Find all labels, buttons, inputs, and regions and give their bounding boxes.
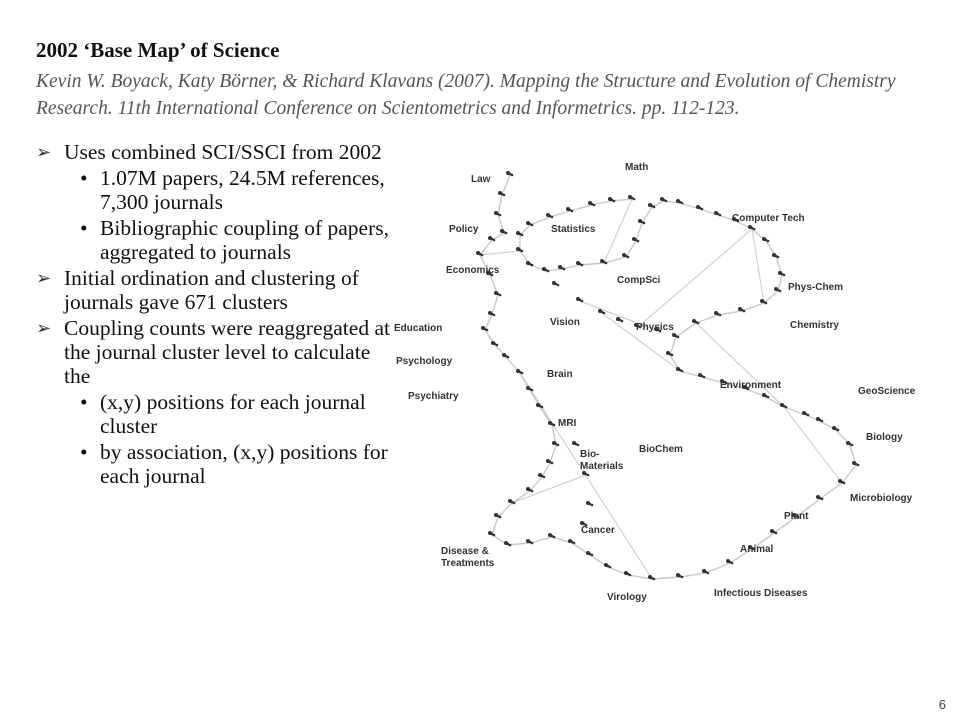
bullet-item (36, 166, 392, 214)
label-disease-2: Treatments (441, 558, 495, 569)
map-node (681, 576, 684, 579)
map-node (731, 562, 734, 565)
dot-bullet-icon: • (80, 216, 88, 240)
map-node (509, 544, 512, 547)
map-node (697, 322, 700, 325)
map-link (512, 475, 586, 503)
map-node (605, 262, 608, 265)
map-node (783, 274, 786, 277)
bullet-list (36, 140, 392, 490)
map-node (587, 474, 590, 477)
map-node (643, 222, 646, 225)
map-node (553, 424, 556, 427)
map-node (499, 214, 502, 217)
map-node (499, 294, 502, 297)
map-node (557, 284, 560, 287)
bullet-item (36, 440, 392, 488)
map-node (613, 200, 616, 203)
map-node (543, 476, 546, 479)
arrow-bullet-icon: ➢ (36, 318, 52, 339)
map-node (486, 329, 489, 332)
map-node (481, 254, 484, 257)
label-microbiology: Microbiology (850, 493, 913, 504)
map-node (581, 264, 584, 267)
label-biochem: BioChem (639, 444, 683, 455)
map-node (499, 516, 502, 519)
map-node (703, 376, 706, 379)
map-node (541, 406, 544, 409)
label-law: Law (471, 174, 491, 185)
map-node (767, 240, 770, 243)
label-mri: MRI (558, 418, 577, 429)
bullet-item (36, 266, 392, 314)
map-node (593, 204, 596, 207)
label-virology: Virology (607, 592, 647, 603)
map-node (551, 462, 554, 465)
map-labels (394, 162, 916, 603)
arrow-bullet-icon: ➢ (36, 142, 52, 163)
label-psychology: Psychology (396, 356, 453, 367)
map-node (563, 268, 566, 271)
slide-title: 2002 ‘Base Map’ of Science (36, 38, 280, 62)
label-infectious-diseases: Infectious Diseases (714, 588, 808, 599)
bullet-text: Initial ordination and clustering of journals gave 671 clusters (64, 266, 359, 314)
map-node (521, 234, 524, 237)
label-brain: Brain (547, 369, 573, 380)
map-node (665, 200, 668, 203)
label-biology: Biology (866, 432, 903, 443)
citation: Kevin W. Boyack, Katy Börner, & Richard Klavans (2007). Mapping the Structure and Evolution of Chemistry Research. 11th International Conference on Scientometrics and Informetrics. pp. 112-123. (36, 71, 896, 119)
map-node (843, 482, 846, 485)
bullet-text: Coupling counts were reaggregated at the journal cluster level to calculate the (64, 316, 390, 388)
map-node (609, 566, 612, 569)
map-node (571, 210, 574, 213)
map-node (743, 310, 746, 313)
map-node (807, 414, 810, 417)
label-chemistry: Chemistry (790, 320, 839, 331)
map-node (629, 574, 632, 577)
map-node (681, 202, 684, 205)
bullet-text: 1.07M papers, 24.5M references, 7,300 journals (100, 166, 385, 214)
map-node (531, 264, 534, 267)
map-node (677, 336, 680, 339)
label-animal: Animal (740, 544, 774, 555)
dot-bullet-icon: • (80, 440, 88, 464)
map-node (633, 198, 636, 201)
bullet-text: Uses combined SCI/SSCI from 2002 (64, 140, 382, 164)
map-node (511, 174, 514, 177)
label-physics: Physics (636, 322, 674, 333)
map-node (531, 224, 534, 227)
map-node (681, 370, 684, 373)
label-vision: Vision (550, 317, 580, 328)
map-node (493, 239, 496, 242)
map-node (767, 396, 770, 399)
map-node (551, 216, 554, 219)
label-policy: Policy (449, 224, 479, 235)
map-node (785, 406, 788, 409)
map-node (493, 534, 496, 537)
map-node (577, 444, 580, 447)
bullet-item (36, 140, 392, 164)
bullet-text: (x,y) positions for each journal cluster (100, 390, 366, 438)
map-node (653, 578, 656, 581)
map-node (553, 536, 556, 539)
map-node (521, 372, 524, 375)
map-node (851, 444, 854, 447)
map-link (480, 251, 520, 255)
map-node (531, 389, 534, 392)
map-node (857, 464, 860, 467)
label-math: Math (625, 162, 649, 173)
bullet-item (36, 216, 392, 264)
map-node (547, 270, 550, 273)
bullet-text: by association, (x,y) positions for each journal (100, 440, 388, 488)
label-education: Education (394, 323, 443, 334)
label-phys-chem: Phys-Chem (788, 282, 844, 293)
map-node (775, 532, 778, 535)
label-cancer: Cancer (581, 525, 615, 536)
map-node (653, 206, 656, 209)
map-node (837, 429, 840, 432)
map-node (719, 314, 722, 317)
map-node (505, 232, 508, 235)
label-bio-materials-1: Bio- (580, 449, 600, 460)
map-node (531, 542, 534, 545)
map-node (496, 344, 499, 347)
map-node (627, 256, 630, 259)
map-node (513, 502, 516, 505)
bullet-text: Bibliographic coupling of papers, aggregated to journals (100, 216, 389, 264)
label-economics: Economics (446, 265, 500, 276)
map-node (821, 420, 824, 423)
map-node (573, 542, 576, 545)
label-computer-tech: Computer Tech (732, 213, 805, 224)
map-node (779, 290, 782, 293)
map-node (707, 572, 710, 575)
label-psychiatry: Psychiatry (408, 391, 459, 402)
map-node (591, 554, 594, 557)
label-disease-1: Disease & (441, 546, 489, 557)
map-node (701, 208, 704, 211)
map-node (671, 354, 674, 357)
map-node (531, 490, 534, 493)
label-environment: Environment (720, 380, 782, 391)
map-node (557, 444, 560, 447)
label-geoscience: GeoScience (858, 386, 916, 397)
science-map (380, 145, 950, 615)
map-node (493, 314, 496, 317)
map-node (719, 214, 722, 217)
map-node (521, 250, 524, 253)
map-node (503, 194, 506, 197)
map-node (637, 240, 640, 243)
map-link (752, 229, 764, 303)
bullet-item (36, 316, 392, 388)
map-node (777, 256, 780, 259)
map-node (753, 228, 756, 231)
map-node (581, 300, 584, 303)
map-node (507, 356, 510, 359)
label-plant: Plant (784, 511, 809, 522)
dot-bullet-icon: • (80, 390, 88, 414)
label-bio-materials-2: Materials (580, 461, 624, 472)
bullet-item (36, 390, 392, 438)
label-statistics: Statistics (551, 224, 596, 235)
dot-bullet-icon: • (80, 166, 88, 190)
map-node (765, 302, 768, 305)
map-node (603, 312, 606, 315)
map-node (821, 498, 824, 501)
label-compsci: CompSci (617, 275, 661, 286)
arrow-bullet-icon: ➢ (36, 268, 52, 289)
map-node (591, 504, 594, 507)
map-node (621, 320, 624, 323)
page-number: 6 (938, 697, 946, 712)
map-link (696, 323, 784, 407)
